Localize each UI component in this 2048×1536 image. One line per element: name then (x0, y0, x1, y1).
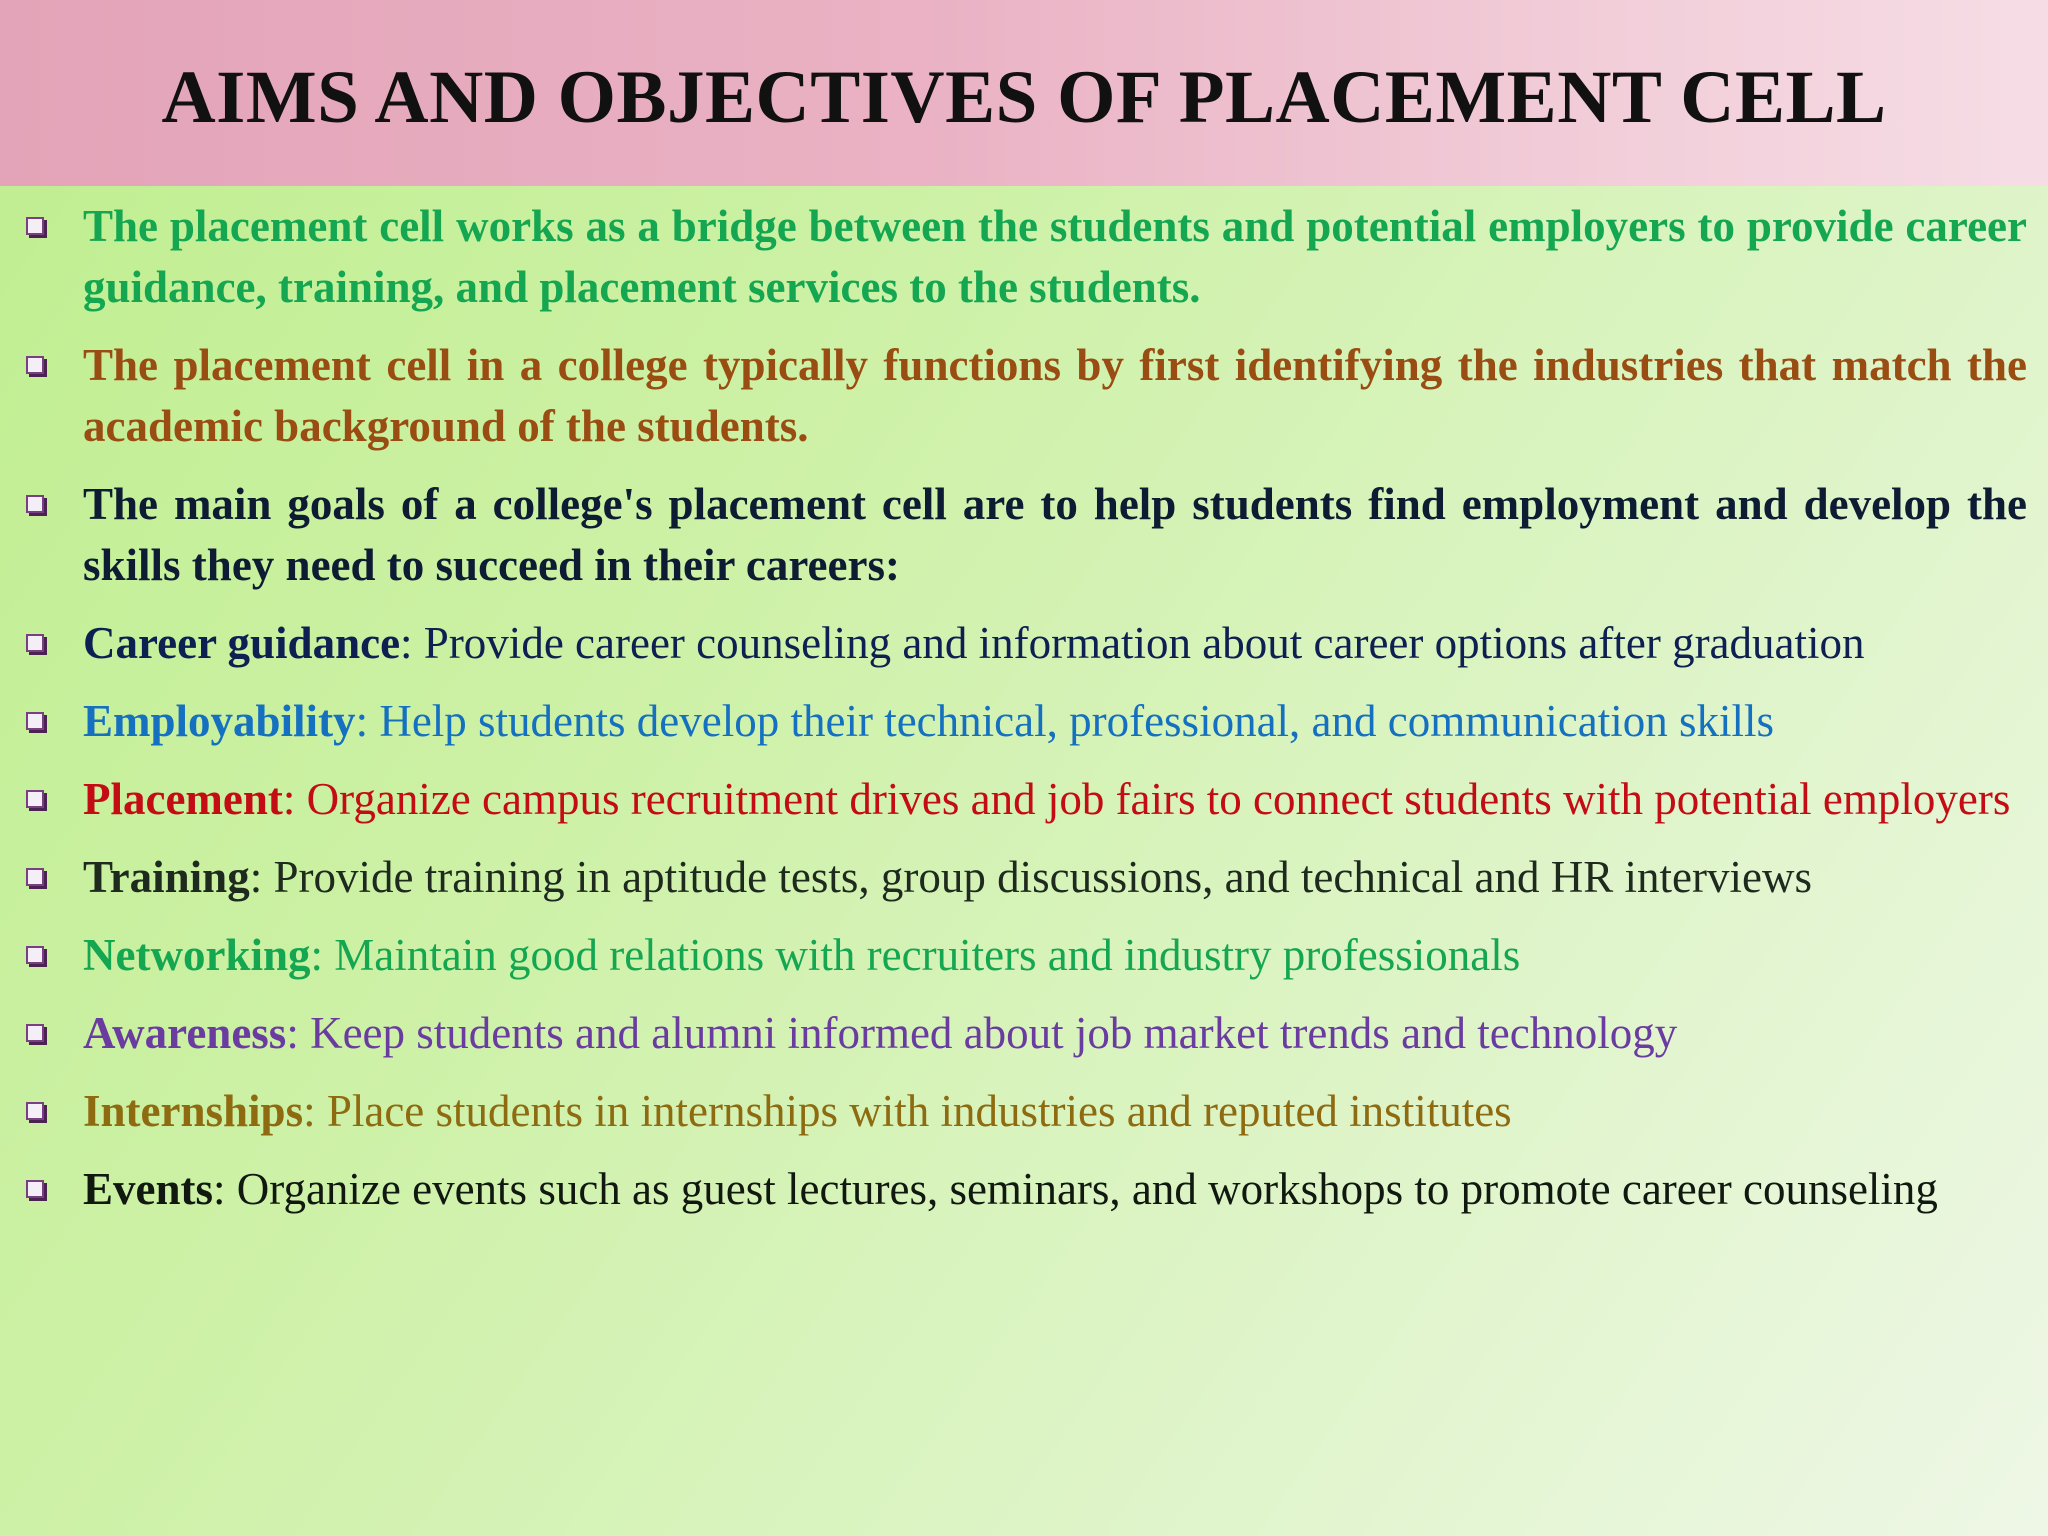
hollow-square-bullet-icon (26, 1102, 44, 1120)
list-item (83, 691, 2027, 752)
hollow-square-bullet-icon (26, 634, 44, 652)
hollow-square-bullet-icon (26, 790, 44, 808)
item-desc: : Provide career counseling and information about career options after graduation (400, 618, 1865, 668)
item-desc: : Place students in internships with industries and reputed institutes (303, 1086, 1512, 1136)
list-item (83, 335, 2027, 457)
item-desc: : Keep students and alumni informed about job market trends and technology (286, 1008, 1678, 1058)
list-item (83, 474, 2027, 596)
item-text: The placement cell works as a bridge between the students and potential employers to provide career guidance, training, and placement services to the students. (83, 201, 2027, 312)
item-desc: : Provide training in aptitude tests, group discussions, and technical and HR interviews (249, 852, 1812, 902)
hollow-square-bullet-icon (26, 1024, 44, 1042)
list-item (83, 925, 2027, 986)
item-term: Internships (83, 1086, 304, 1136)
list-item (83, 769, 2027, 830)
hollow-square-bullet-icon (26, 356, 44, 374)
list-item (83, 613, 2027, 674)
item-term: Employability (83, 696, 356, 746)
item-text: The placement cell in a college typically functions by first identifying the industries that match the academic background of the students. (83, 340, 2027, 451)
slide-title: AIMS AND OBJECTIVES OF PLACEMENT CELL (161, 56, 1887, 139)
item-text: The main goals of a college's placement cell are to help students find employment and develop the skills they need to succeed in their careers: (83, 479, 2027, 590)
list-item (83, 196, 2027, 318)
list-item (83, 1159, 2027, 1220)
item-desc: : Organize events such as guest lectures, seminars, and workshops to promote career counseling (213, 1164, 1938, 1214)
item-term: Career guidance (83, 618, 401, 668)
item-desc: : Organize campus recruitment drives and job fairs to connect students with potential employers (282, 774, 2011, 824)
item-term: Awareness (83, 1008, 287, 1058)
hollow-square-bullet-icon (26, 868, 44, 886)
item-desc: : Help students develop their technical, professional, and communication skills (355, 696, 1774, 746)
hollow-square-bullet-icon (26, 217, 44, 235)
hollow-square-bullet-icon (26, 1180, 44, 1198)
hollow-square-bullet-icon (26, 946, 44, 964)
item-desc: : Maintain good relations with recruiters and industry professionals (310, 930, 1521, 980)
hollow-square-bullet-icon (26, 712, 44, 730)
bullet-list (0, 196, 2048, 1220)
item-term: Placement (83, 774, 283, 824)
list-item (83, 1003, 2027, 1064)
title-banner (0, 0, 2048, 186)
list-item (83, 1081, 2027, 1142)
list-item (83, 847, 2027, 908)
item-term: Events (83, 1164, 214, 1214)
hollow-square-bullet-icon (26, 495, 44, 513)
item-term: Networking (83, 930, 311, 980)
item-term: Training (83, 852, 250, 902)
